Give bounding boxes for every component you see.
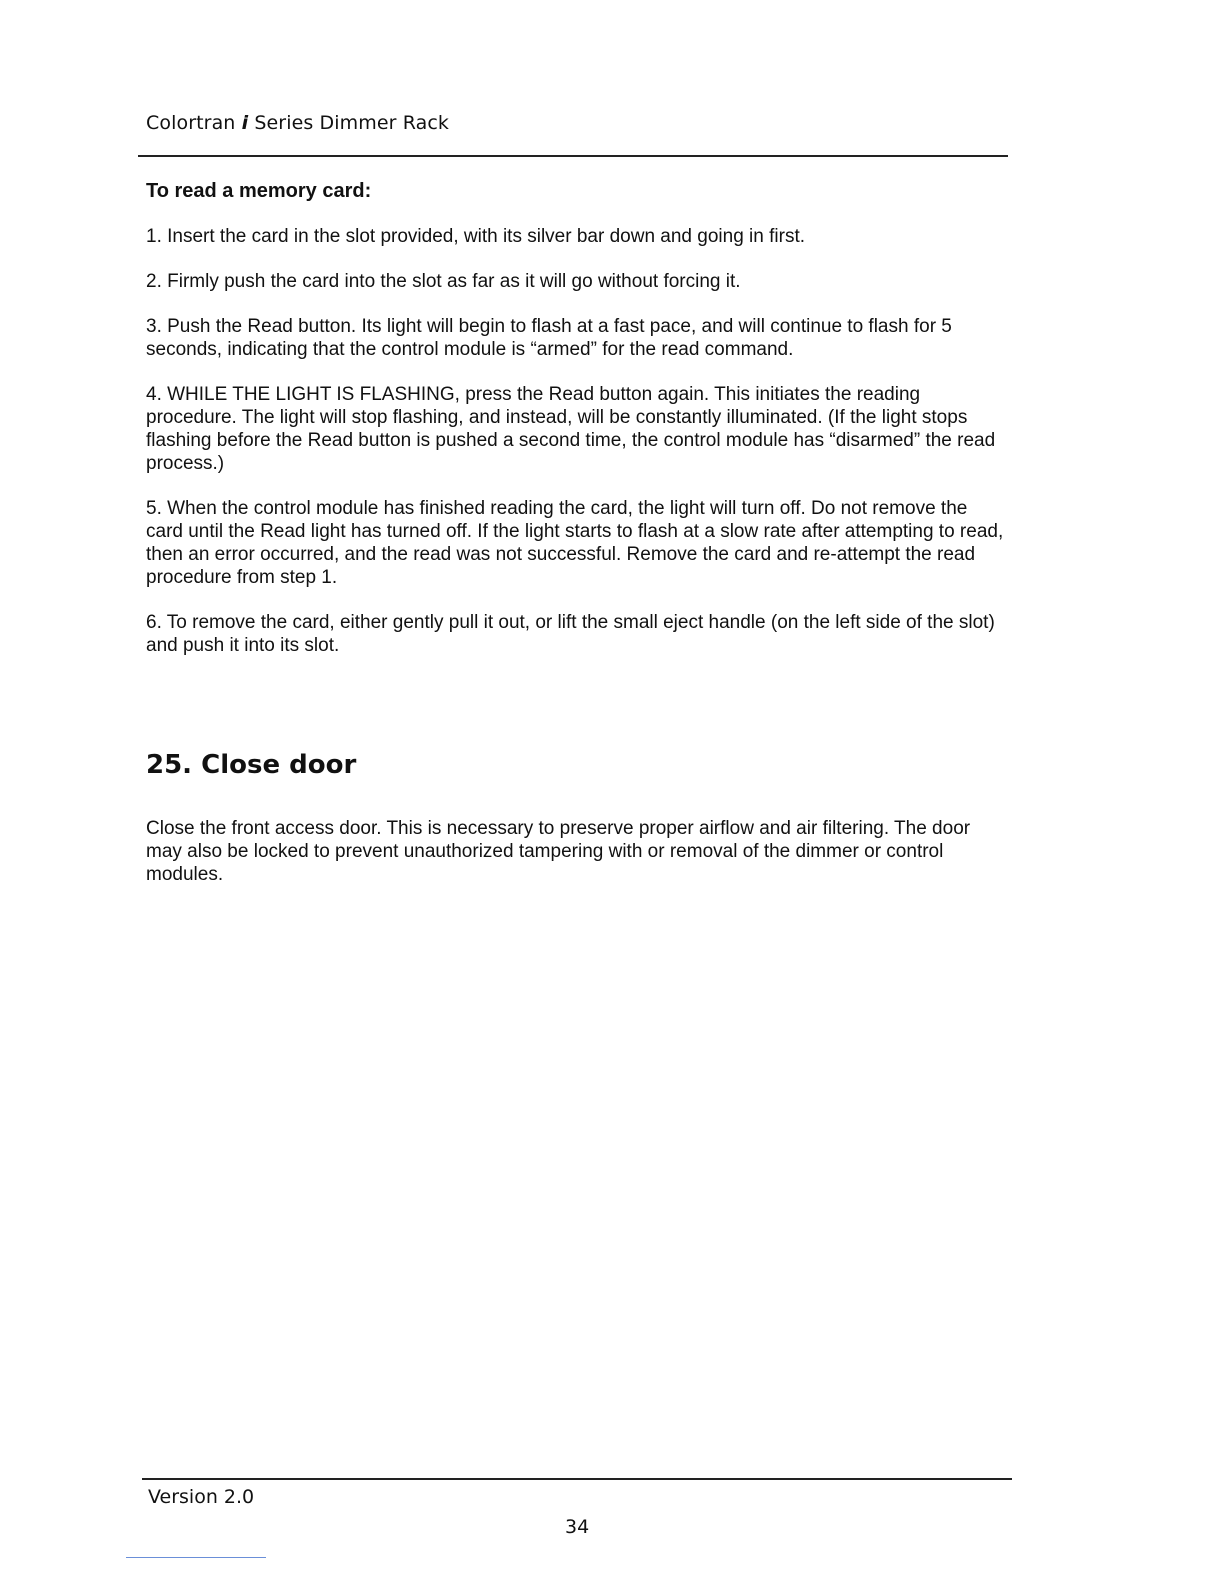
step-5: 5. When the control module has finished reading the card, the light will turn off. Do not remove the card until the Read light has turned off. If the light starts to flash at a slow rate after attempting to read, then an error occurred, and the read was not successful. Remove the card and re-attempt the read procedure from step 1. [146, 498, 1004, 588]
section-heading: 25. Close door [146, 750, 357, 780]
footer-version: Version 2.0 [148, 1486, 255, 1508]
step-2: 2. Firmly push the card into the slot as far as it will go without forcing it. [146, 271, 741, 292]
memory-card-subheading: To read a memory card: [146, 180, 372, 202]
step-3: 3. Push the Read button. Its light will begin to flash at a fast pace, and will continue to flash for 5 seconds, indicating that the control module is “armed” for the read command. [146, 316, 952, 360]
step-1: 1. Insert the card in the slot provided, with its silver bar down and going in first. [146, 226, 805, 247]
running-header [146, 112, 449, 134]
memory-card-instructions [146, 180, 1006, 679]
header-title-italic: i [241, 112, 249, 134]
header-divider [138, 155, 1008, 157]
header-title-suffix: Series Dimmer Rack [254, 112, 449, 134]
scan-artifact-line [126, 1557, 266, 1558]
page-number: 34 [565, 1516, 590, 1538]
step-4: 4. WHILE THE LIGHT IS FLASHING, press the Read button again. This initiates the reading procedure. The light will stop flashing, and instead, will be constantly illuminated. (If the light stops flashing before the Read button is pushed a second time, the control module has “disarmed” the read process.) [146, 384, 996, 474]
step-6: 6. To remove the card, either gently pull it out, or lift the small eject handle (on the left side of the slot) and push it into its slot. [146, 612, 995, 656]
header-title-prefix: Colortran [146, 112, 236, 134]
section-body: Close the front access door. This is necessary to preserve proper airflow and air filtering. The door may also be locked to prevent unauthorized tampering with or removal of the dimmer or control modules. [146, 818, 971, 885]
footer-divider [142, 1478, 1012, 1480]
